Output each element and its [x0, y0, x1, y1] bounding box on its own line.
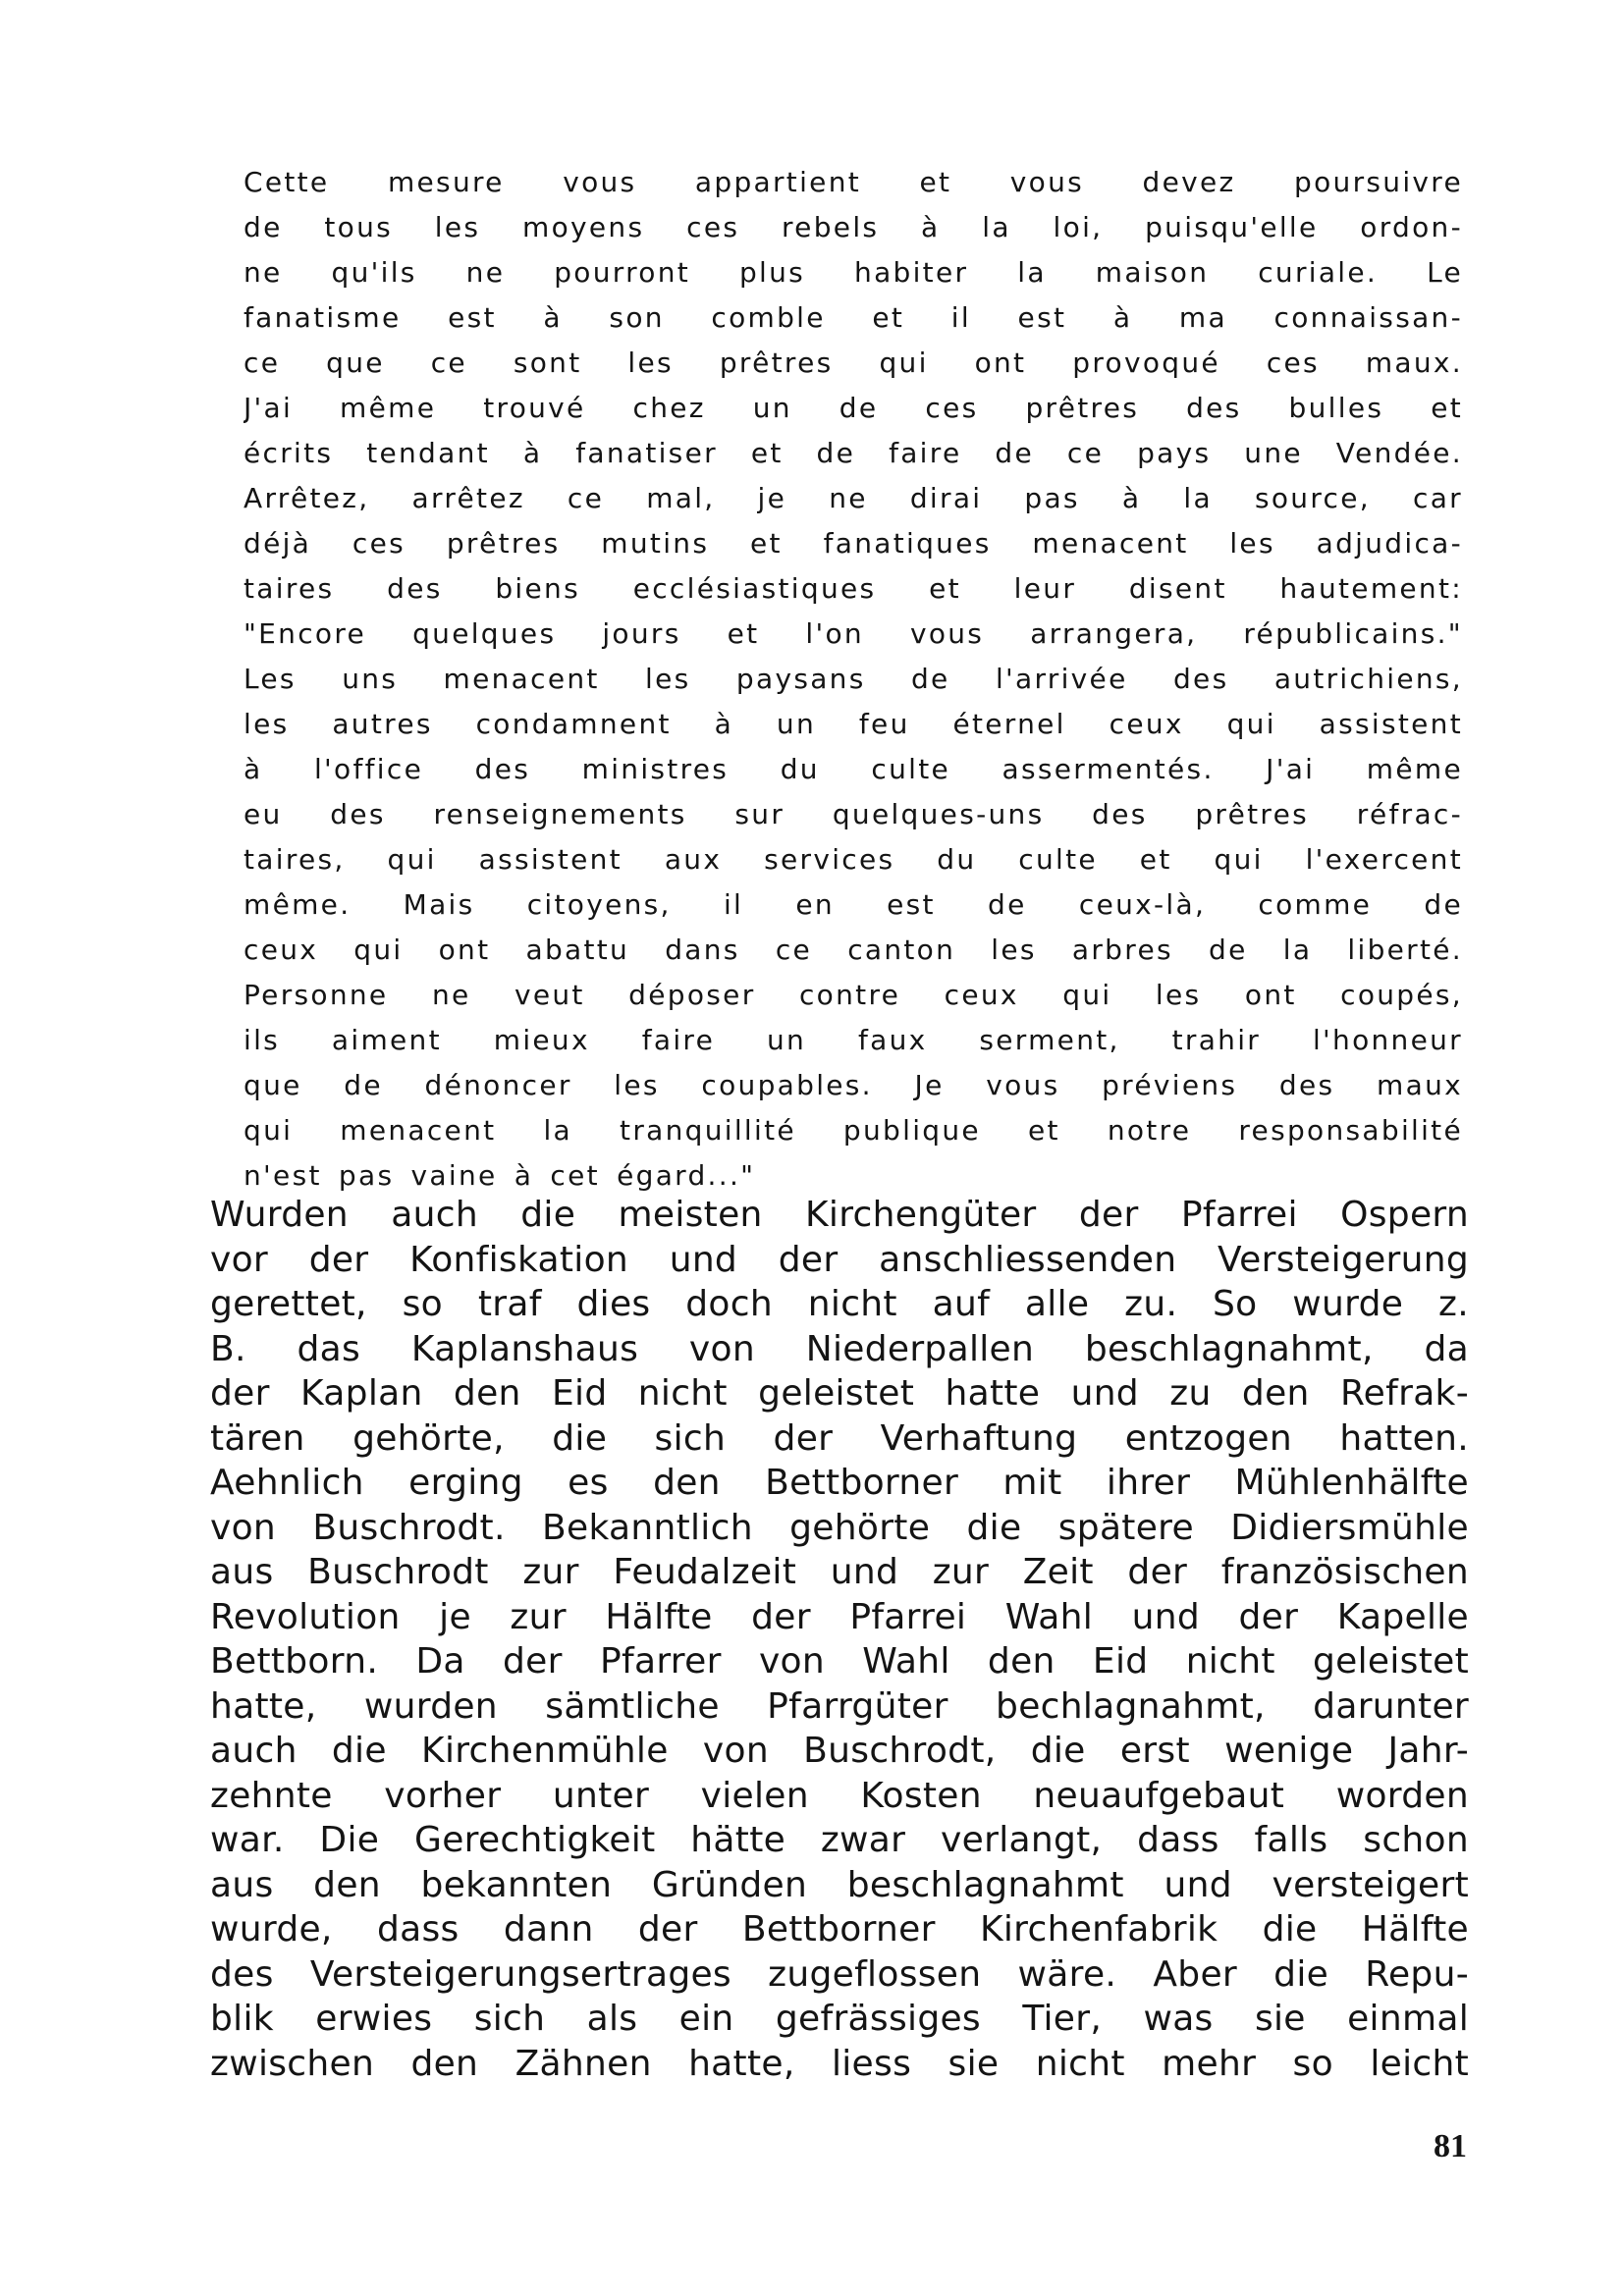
quote-line: n'est pas vaine à cet égard..."	[244, 1159, 756, 1192]
body-line: Bettborn. Da der Pfarrer von Wahl den Eid nicht geleistet	[210, 1641, 1469, 1682]
quote-line: écrits tendant à fanatiser et de faire de ce pays une Vendée.	[244, 437, 1463, 469]
body-line: blik erwies sich als ein gefrässiges Tier, was sie einmal	[210, 1999, 1469, 2039]
quote-line: les autres condamnent à un feu éternel ceux qui assistent	[244, 708, 1463, 740]
quote-line: Personne ne veut déposer contre ceux qui les ont coupés,	[244, 979, 1463, 1011]
quote-line: déjà ces prêtres mutins et fanatiques menacent les adjudica-	[244, 527, 1463, 560]
quote-line: J'ai même trouvé chez un de ces prêtres des bulles et	[244, 392, 1463, 424]
body-line: tären gehörte, die sich der Verhaftung entzogen hatten.	[210, 1417, 1469, 1459]
quoted-letter-french	[244, 160, 1463, 1199]
quote-line: Cette mesure vous appartient et vous devez poursuivre	[244, 166, 1463, 198]
body-line: Wurden auch die meisten Kirchengüter der Pfarrei Ospern	[210, 1195, 1469, 1235]
body-line: B. das Kaplanshaus von Niederpallen beschlagnahmt, da	[210, 1328, 1469, 1369]
body-line: auch die Kirchenmühle von Buschrodt, die erst wenige Jahr-	[210, 1731, 1469, 1771]
quote-line: à l'office des ministres du culte assermentés. J'ai même	[244, 753, 1463, 785]
quote-line: ne qu'ils ne pourront plus habiter la maison curiale. Le	[244, 256, 1463, 289]
quote-line: ceux qui ont abattu dans ce canton les arbres de la liberté.	[244, 934, 1463, 966]
body-line: wurde, dass dann der Bettborner Kirchenfabrik die Hälfte	[210, 1909, 1469, 1949]
quote-line: qui menacent la tranquillité publique et notre responsabilité	[244, 1114, 1463, 1147]
quote-line: eu des renseignements sur quelques-uns des prêtres réfrac-	[244, 798, 1463, 830]
body-line: war. Die Gerechtigkeit hätte zwar verlangt, dass falls schon	[210, 1820, 1469, 1860]
body-line: des Versteigerungsertrages zugeflossen wäre. Aber die Repu-	[210, 1953, 1469, 1995]
quote-line: Les uns menacent les paysans de l'arrivée des autrichiens,	[244, 663, 1463, 695]
body-paragraph-german	[210, 1193, 1469, 2086]
quote-line: Arrêtez, arrêtez ce mal, je ne dirai pas à la source, car	[244, 482, 1463, 514]
quote-line: de tous les moyens ces rebels à la loi, puisqu'elle ordon-	[244, 211, 1463, 243]
body-line: gerettet, so traf dies doch nicht auf alle zu. So wurde z.	[210, 1284, 1469, 1324]
body-line: aus den bekannten Gründen beschlagnahmt und versteigert	[210, 1864, 1469, 1905]
quote-line: taires des biens ecclésiastiques et leur disent hautement:	[244, 572, 1463, 605]
body-line: Revolution je zur Hälfte der Pfarrei Wahl und der Kapelle	[210, 1596, 1469, 1637]
quote-line: ils aiment mieux faire un faux serment, trahir l'honneur	[244, 1024, 1463, 1056]
body-line: Aehnlich erging es den Bettborner mit ihrer Mühlenhälfte	[210, 1463, 1469, 1503]
quote-line: ce que ce sont les prêtres qui ont provoqué ces maux.	[244, 347, 1463, 379]
quote-line: que de dénoncer les coupables. Je vous préviens des maux	[244, 1069, 1463, 1101]
quote-line: "Encore quelques jours et l'on vous arrangera, républicains."	[244, 617, 1463, 650]
quote-line: taires, qui assistent aux services du culte et qui l'exercent	[244, 843, 1463, 876]
body-line: von Buschrodt. Bekanntlich gehörte die spätere Didiersmühle	[210, 1507, 1469, 1548]
body-line: hatte, wurden sämtliche Pfarrgüter bechlagnahmt, darunter	[210, 1685, 1469, 1727]
body-line: der Kaplan den Eid nicht geleistet hatte und zu den Refrak-	[210, 1373, 1469, 1414]
body-line: aus Buschrodt zur Feudalzeit und zur Zeit der französischen	[210, 1552, 1469, 1592]
body-line: vor der Konfiskation und der anschliessenden Versteigerung	[210, 1239, 1469, 1280]
quote-line: fanatisme est à son comble et il est à ma connaissan-	[244, 301, 1463, 334]
quote-line: même. Mais citoyens, il en est de ceux-là, comme de	[244, 888, 1463, 921]
page-number: 81	[1434, 2128, 1467, 2164]
body-line: zehnte vorher unter vielen Kosten neuaufgebaut worden	[210, 1775, 1469, 1816]
body-line: zwischen den Zähnen hatte, liess sie nicht mehr so leicht	[210, 2043, 1469, 2084]
